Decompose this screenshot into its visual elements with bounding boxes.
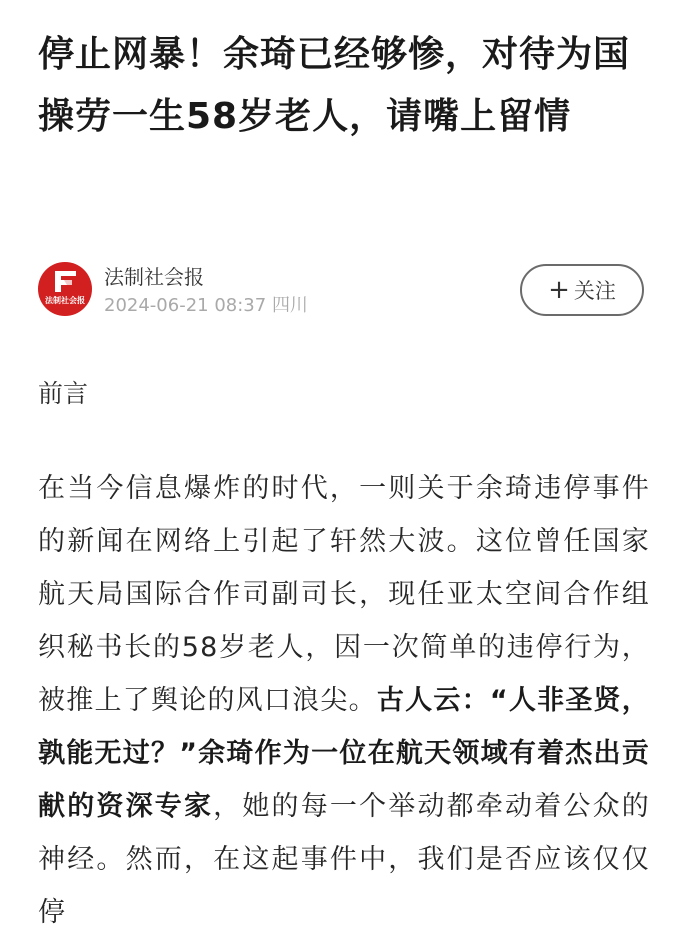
logo-text: 法制社会报	[45, 296, 85, 305]
section-heading: 前言	[38, 379, 89, 408]
follow-label: 关注	[573, 279, 616, 303]
article-meta	[104, 294, 308, 318]
source-name[interactable]: 法制社会报	[104, 265, 204, 289]
publish-location: 四川	[271, 295, 308, 316]
body-text-part2: ，她的每一个举动都牵动着公众的神经。然而，在这起事件中，我们是否应该仅仅停	[38, 791, 650, 928]
article-title: 停止网暴！余琦已经够惨，对待为国操劳一生58岁老人，请嘴上留情	[38, 34, 631, 137]
body-text-part1: 在当今信息爆炸的时代，一则关于余琦违停事件的新闻在网络上引起了轩然大波。这位曾任国家航天局国际合作司副司长，现任亚太空间合作组织秘书长的58岁老人，因一次简单的违停行为，被推上了舆论的风口浪尖。	[38, 473, 650, 716]
plus-icon: +	[548, 275, 570, 305]
body-text-bold-quote: 古人云：“人非圣贤，孰能无过？”余琦作为一位在航天领域有着杰出贡献的资深专家	[38, 685, 650, 822]
author-row	[38, 260, 644, 322]
follow-button[interactable]	[520, 264, 644, 316]
publish-timestamp: 2024-06-21 08:37	[104, 295, 267, 316]
article-body	[38, 462, 650, 939]
source-avatar[interactable]	[38, 262, 92, 316]
newspaper-logo-icon	[38, 262, 92, 316]
